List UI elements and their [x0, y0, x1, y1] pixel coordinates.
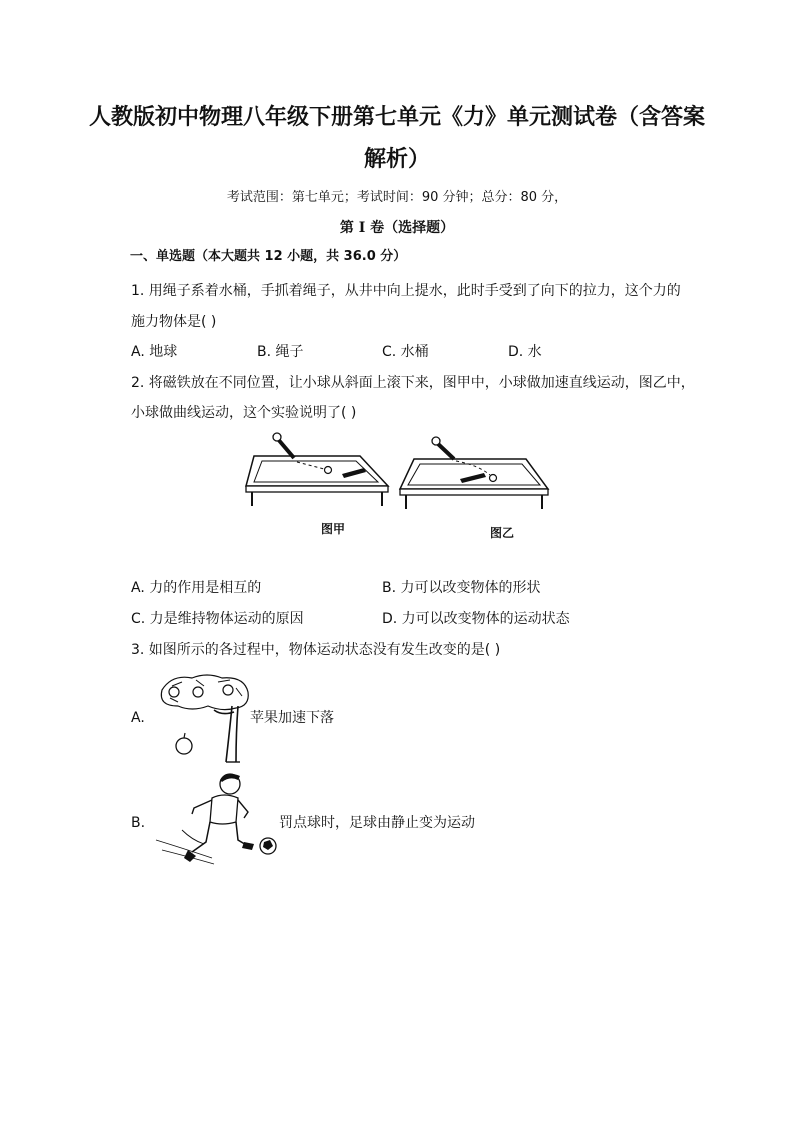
q3-line1: 3. 如图所示的各过程中，物体运动状态没有发生改变的是( )	[131, 642, 501, 658]
q2-option-d: D. 力可以改变物体的运动状态	[382, 611, 570, 627]
q3-option-a-text: 苹果加速下落	[250, 710, 334, 726]
figure-yi-caption: 图乙	[490, 526, 515, 540]
q1-option-b: B. 绳子	[257, 344, 304, 360]
q1-line1: 1. 用绳子系着水桶，手抓着绳子，从井中向上提水，此时手受到了向下的拉力，这个力的	[131, 283, 681, 299]
q1-line2: 施力物体是( )	[131, 314, 217, 330]
q3-option-a-letter: A.	[131, 710, 145, 726]
figure-jia-caption: 图甲	[321, 522, 346, 536]
soccer-player-icon	[152, 770, 282, 870]
q3-option-b-letter: B.	[131, 815, 146, 831]
q1-option-c: C. 水桶	[382, 344, 429, 360]
figure-jia-illustration	[242, 428, 392, 518]
figure-yi-illustration	[398, 433, 550, 523]
q2-line2: 小球做曲线运动，这个实验说明了( )	[131, 405, 357, 421]
part-heading: 一、单选题（本大题共 12 小题，共 36.0 分）	[130, 249, 407, 264]
q2-option-c: C. 力是维持物体运动的原因	[131, 611, 304, 627]
q3-option-b-text: 罚点球时，足球由静止变为运动	[279, 815, 475, 831]
doc-title-line1: 人教版初中物理八年级下册第七单元《力》单元测试卷（含答案	[88, 104, 705, 130]
apple-tree-icon	[152, 672, 252, 764]
doc-title-line2: 解析）	[363, 146, 430, 172]
q2-option-b: B. 力可以改变物体的形状	[382, 580, 541, 596]
section-title: 第 I 卷（选择题）	[339, 220, 455, 236]
q2-line1: 2. 将磁铁放在不同位置，让小球从斜面上滚下来，图甲中，小球做加速直线运动，图乙中，	[131, 375, 695, 391]
q1-option-a: A. 地球	[131, 344, 178, 360]
q1-option-d: D. 水	[508, 344, 542, 360]
q2-option-a: A. 力的作用是相互的	[131, 580, 262, 596]
exam-info: 考试范围：第七单元；考试时间：90 分钟；总分：80 分，	[226, 190, 568, 205]
